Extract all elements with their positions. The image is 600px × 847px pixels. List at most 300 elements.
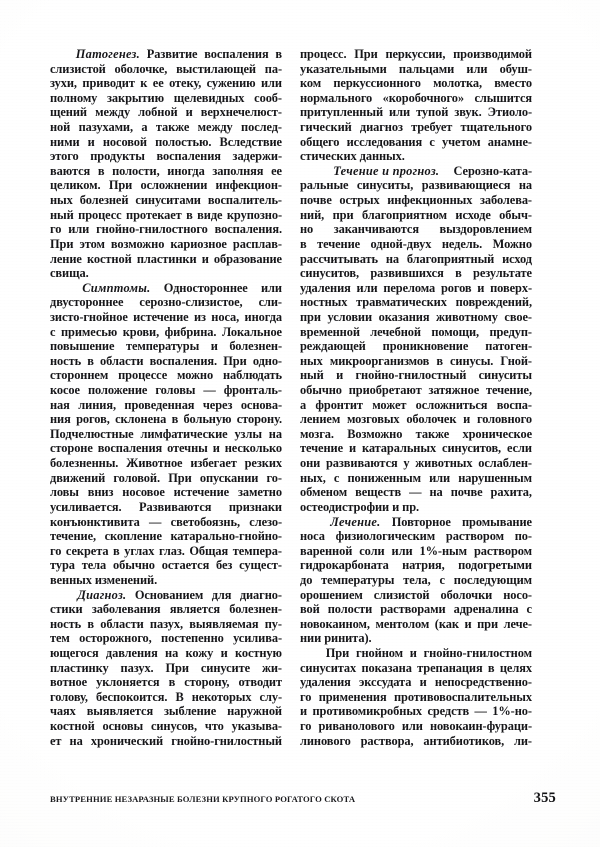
text-line	[300, 573, 532, 588]
word: щений	[50, 105, 87, 120]
word: лече-	[503, 616, 532, 631]
word: ных	[300, 353, 323, 368]
word: опускании	[199, 470, 259, 485]
word: из	[193, 309, 206, 324]
word: целиком.	[50, 178, 101, 193]
word: фронталь-	[223, 383, 282, 398]
word: и	[463, 412, 471, 427]
word: благоприятном	[361, 207, 447, 222]
word: диагно-	[239, 587, 282, 602]
text-line	[300, 339, 532, 354]
text-line	[300, 515, 532, 530]
text-line	[50, 646, 282, 661]
word: вместо	[494, 76, 532, 91]
text-line	[50, 281, 282, 296]
word: острых	[339, 193, 380, 208]
word: наружной	[227, 704, 282, 719]
word: на	[165, 645, 179, 660]
word: костной	[87, 251, 132, 266]
word: иногда	[244, 309, 282, 324]
word: задержи-	[232, 149, 282, 164]
word: выздоровлением	[439, 222, 532, 237]
word: го-	[266, 470, 282, 485]
text-line	[300, 354, 532, 369]
word: процесс	[78, 207, 122, 222]
word: отечны	[167, 441, 208, 456]
word: 1%-ным	[419, 543, 467, 558]
text-line	[300, 485, 532, 500]
word: повреждений,	[455, 295, 532, 310]
word: движений	[50, 470, 106, 485]
word: Основанием	[134, 587, 204, 602]
word: в	[87, 353, 94, 368]
word: синусов,	[150, 719, 198, 734]
word: крупозно-	[226, 207, 282, 222]
word: повышение	[50, 339, 115, 354]
word: болезнен-	[229, 339, 282, 354]
text-line	[300, 675, 532, 690]
word: для	[211, 587, 232, 602]
text-line	[50, 105, 282, 120]
word: пазух.	[120, 660, 154, 675]
word: При	[165, 660, 189, 675]
word: гнойном	[355, 645, 404, 660]
word: кариозное	[170, 236, 227, 251]
word: линия,	[78, 397, 116, 412]
word: Одностороннее	[163, 280, 248, 295]
word: у	[403, 456, 410, 471]
word: может	[372, 397, 407, 412]
word: обычно	[113, 558, 155, 573]
word: ее	[152, 76, 164, 91]
text-line	[50, 47, 282, 62]
page-footer	[50, 790, 556, 808]
word: варенной	[300, 543, 353, 558]
word: применения	[318, 689, 387, 704]
word: в	[275, 47, 282, 61]
text-line	[50, 237, 282, 252]
word: в	[171, 412, 179, 427]
word: они	[300, 456, 321, 471]
word: синуситы,	[356, 178, 414, 193]
word: фибрина.	[164, 324, 217, 339]
word: и	[477, 280, 485, 295]
word: или	[68, 222, 90, 237]
word: затяжное	[428, 383, 480, 398]
text-line	[300, 135, 532, 150]
word: воспа-	[496, 397, 532, 412]
text-line	[50, 310, 282, 325]
word: болезнен-	[229, 602, 282, 617]
word: тщательного	[460, 120, 532, 135]
word: лением	[300, 412, 341, 427]
text-line	[300, 266, 532, 281]
word: усилива-	[233, 631, 282, 646]
word: в	[300, 236, 307, 251]
word: рогов	[440, 280, 472, 295]
text-line	[50, 485, 282, 500]
word: или	[429, 470, 451, 485]
word: При	[168, 470, 192, 485]
word: инфекцион-	[215, 178, 282, 193]
word: на	[385, 251, 399, 266]
word: новокаин-фураци-	[429, 719, 532, 734]
word: фронтит	[315, 397, 363, 412]
word: ность	[50, 353, 82, 368]
text-line	[50, 325, 282, 340]
word: болезненны.	[50, 456, 119, 471]
word: слышится	[474, 90, 532, 105]
text-line	[50, 661, 282, 676]
word: воспаления.	[149, 353, 218, 368]
word: предуп-	[489, 324, 532, 339]
word: гический	[300, 120, 352, 135]
word: синусите	[200, 660, 251, 675]
paragraph-indent	[50, 588, 69, 603]
word: оболочки	[440, 587, 493, 602]
text-line	[50, 398, 282, 413]
word: костной	[50, 719, 95, 734]
word: исследования	[346, 134, 423, 149]
word: риванолового	[318, 719, 395, 734]
word: уклоняется	[96, 675, 160, 690]
text-line	[50, 178, 282, 193]
word: Развитие	[146, 47, 198, 61]
word: соли	[359, 543, 385, 558]
word: течение	[300, 441, 343, 456]
word: между	[197, 120, 233, 135]
word: воспаления	[204, 47, 269, 61]
text-line	[300, 120, 532, 135]
word: диагноз	[359, 120, 403, 135]
word: 1%-но-	[492, 704, 532, 719]
word: что	[204, 719, 224, 734]
word: болезней	[79, 193, 129, 208]
text-line	[300, 295, 532, 310]
word: до	[300, 572, 313, 587]
word: образование	[213, 251, 282, 266]
word: катарально-гнойно-	[170, 529, 282, 544]
word: ность	[50, 616, 82, 631]
text-line	[300, 208, 532, 223]
word: ных	[50, 193, 73, 208]
word: с	[333, 470, 340, 485]
word: сли-	[258, 295, 282, 310]
word: Возможно	[347, 426, 403, 441]
word: развившихся	[370, 266, 444, 281]
word: оказания	[378, 309, 430, 324]
word: ностных	[300, 295, 348, 310]
text-line	[50, 339, 282, 354]
word: сужению	[206, 76, 256, 91]
word: средств	[427, 704, 470, 719]
word: проведенная	[124, 397, 195, 412]
word: ет	[50, 733, 62, 748]
word: а	[300, 397, 307, 412]
word: пластинки	[136, 251, 197, 266]
word: и	[87, 134, 95, 149]
text-line	[300, 456, 532, 471]
word: носовое	[122, 485, 165, 500]
word: в	[436, 353, 443, 368]
word: «коробочного»	[382, 90, 464, 105]
word: Подчелюстные	[50, 426, 134, 441]
word: головой.	[113, 470, 160, 485]
word: слезо-	[249, 514, 282, 529]
text-line	[50, 135, 282, 150]
word: лимфатические	[140, 426, 228, 441]
word: недель.	[441, 236, 483, 251]
word: вотное	[50, 675, 88, 690]
word: серозно-слизистое,	[139, 295, 243, 310]
word: условии	[327, 309, 373, 324]
word: в	[97, 163, 105, 178]
word: ними	[50, 134, 80, 149]
word: противомикробных	[312, 704, 423, 719]
word: носа,	[211, 309, 240, 324]
word: ний,	[300, 207, 325, 222]
word: (как	[434, 616, 459, 631]
text-line	[50, 164, 282, 179]
word: течение,	[485, 383, 532, 398]
word: признаки	[228, 499, 282, 514]
word: через	[202, 397, 233, 412]
word: лобной	[138, 105, 178, 120]
word: двустороннее	[50, 295, 124, 310]
word: стики	[50, 602, 83, 617]
term-emphasis: Течение и прогноз.	[333, 163, 440, 178]
word: и	[464, 616, 472, 631]
word: в	[455, 266, 462, 281]
paragraph-indent	[300, 515, 319, 530]
text-line	[300, 325, 532, 340]
word: и	[348, 441, 357, 456]
text-line	[50, 675, 282, 690]
word: в	[87, 616, 94, 631]
word: пазух,	[149, 616, 183, 631]
word: с	[439, 572, 445, 587]
text-line	[50, 515, 282, 530]
word: Животное	[126, 456, 183, 471]
text-column-left	[50, 47, 282, 748]
term-emphasis: Симптомы.	[82, 280, 151, 295]
word: стороне	[50, 441, 93, 456]
word: носо-	[503, 587, 532, 602]
word: целях	[499, 660, 532, 675]
word: если	[507, 441, 532, 456]
word: или	[261, 76, 282, 91]
paragraph-indent	[50, 47, 69, 62]
word: раствором	[445, 529, 504, 544]
text-line	[50, 734, 282, 749]
text-line	[300, 368, 532, 383]
word: В	[175, 689, 184, 704]
word: основы	[102, 719, 144, 734]
word: травматических	[356, 295, 447, 310]
word: инфекционных	[387, 193, 473, 208]
word: заметно	[237, 485, 282, 500]
word: слу-	[259, 689, 282, 704]
word: противовоспалительных	[393, 689, 532, 704]
word: го	[300, 689, 312, 704]
word: развивающиеся	[421, 178, 511, 193]
text-line	[50, 544, 282, 559]
word: Серозно-ката-	[453, 163, 532, 178]
text-line	[50, 471, 282, 486]
word: остается	[161, 558, 210, 573]
word: но	[300, 222, 314, 237]
text-line	[300, 91, 532, 106]
word: избегает	[190, 456, 237, 471]
word: глаз.	[158, 543, 185, 558]
word: воспаления.	[214, 222, 282, 237]
word: при	[477, 616, 499, 631]
word: ния	[50, 412, 71, 427]
word: носовой	[102, 134, 147, 149]
text-line	[300, 558, 532, 573]
paragraph-indent	[50, 281, 69, 296]
word: ослаблен-	[478, 456, 532, 471]
text-line	[50, 529, 282, 544]
word: или	[391, 543, 413, 558]
word: поверх-	[490, 280, 532, 295]
word: и	[336, 368, 344, 383]
word: обуш-	[499, 61, 532, 76]
word: больную	[183, 412, 232, 427]
word: узлы	[234, 426, 262, 441]
text-line	[300, 281, 532, 296]
word: синуситы	[478, 368, 532, 383]
word: светобоязнь,	[170, 514, 240, 529]
word: в	[186, 207, 193, 222]
text-column-right	[300, 47, 532, 748]
word: пу-	[264, 616, 282, 631]
word: помощи,	[431, 324, 480, 339]
text-line	[50, 149, 282, 164]
word: также	[155, 120, 190, 135]
word: и	[212, 441, 220, 456]
word: ральные	[300, 178, 349, 193]
word: примесью	[61, 324, 118, 339]
word: лечебной	[370, 324, 421, 339]
word: трепанация	[417, 660, 483, 675]
word: зухи,	[50, 76, 77, 91]
word: полости	[327, 602, 373, 617]
word: развиваются	[325, 456, 398, 471]
word: гнойно-гнилостный	[171, 733, 282, 748]
word: процесс.	[300, 47, 347, 61]
word: голову,	[50, 689, 88, 704]
word: подогретыми	[458, 558, 532, 573]
word: результате	[473, 266, 532, 281]
word: ный	[300, 368, 324, 383]
text-line	[300, 222, 532, 237]
word: верхнечелюст-	[200, 105, 282, 120]
text-line	[300, 704, 532, 719]
word: рассчитывать	[300, 251, 378, 266]
word: заполняя	[212, 163, 264, 178]
word: расплав-	[232, 236, 282, 251]
word: осторожного,	[79, 631, 152, 646]
word: мозга.	[300, 426, 334, 441]
word: также	[415, 426, 450, 441]
word: и	[220, 645, 228, 660]
word: и	[409, 645, 417, 660]
text-line	[300, 734, 532, 749]
word: При	[108, 178, 133, 193]
word: склонена	[115, 412, 167, 427]
text-line	[50, 383, 282, 398]
word: без	[216, 558, 233, 573]
word: между	[95, 105, 131, 120]
text-line	[50, 456, 282, 471]
word: микроорганизмов	[329, 353, 430, 368]
word: основа-	[240, 397, 282, 412]
word: полостью.	[155, 134, 212, 149]
word: обычно	[300, 383, 342, 398]
term-emphasis: Лечение.	[330, 514, 381, 529]
word: ная	[50, 397, 70, 412]
text-line	[300, 661, 532, 676]
word: носа	[300, 529, 325, 544]
text-line	[300, 193, 532, 208]
term-emphasis: Диагноз.	[77, 587, 127, 602]
word: хронический	[90, 733, 164, 748]
word: на	[518, 178, 532, 193]
word: натрия,	[402, 558, 445, 573]
word: зыбление	[164, 704, 217, 719]
text-line	[50, 120, 282, 135]
word: удаления	[300, 675, 351, 690]
word: продукты	[90, 149, 145, 164]
text-line	[300, 62, 532, 77]
word: гнойно-гнилостного	[96, 222, 208, 237]
word: при	[300, 309, 321, 324]
word: течение	[317, 236, 361, 251]
text-line	[50, 500, 282, 515]
word: или	[261, 280, 282, 295]
word: несколько	[224, 441, 282, 456]
word: выстилающей	[176, 61, 256, 76]
text-line	[300, 602, 532, 617]
word: животных	[415, 456, 473, 471]
word: наблюдать	[223, 368, 282, 383]
text-line	[50, 631, 282, 646]
text-line	[50, 719, 282, 734]
text-line	[300, 252, 532, 267]
word: и	[210, 339, 218, 354]
word: одной-двух	[370, 236, 432, 251]
word: —	[474, 704, 487, 719]
word: вой	[300, 602, 320, 617]
word: го	[300, 719, 312, 734]
word: го	[50, 543, 62, 558]
text-line	[50, 208, 282, 223]
word: некоторых	[191, 689, 252, 704]
word: истечение	[133, 309, 189, 324]
word: слизистой	[373, 587, 430, 602]
word: этом	[79, 236, 105, 251]
word: тура	[50, 558, 75, 573]
word: ный	[50, 207, 74, 222]
word: животному	[436, 309, 498, 324]
word: к	[140, 76, 148, 91]
word: удаления	[300, 280, 351, 295]
text-line	[300, 76, 532, 91]
word: постепенно	[161, 631, 224, 646]
word: физиологическим	[335, 529, 436, 544]
word: —	[409, 485, 422, 500]
